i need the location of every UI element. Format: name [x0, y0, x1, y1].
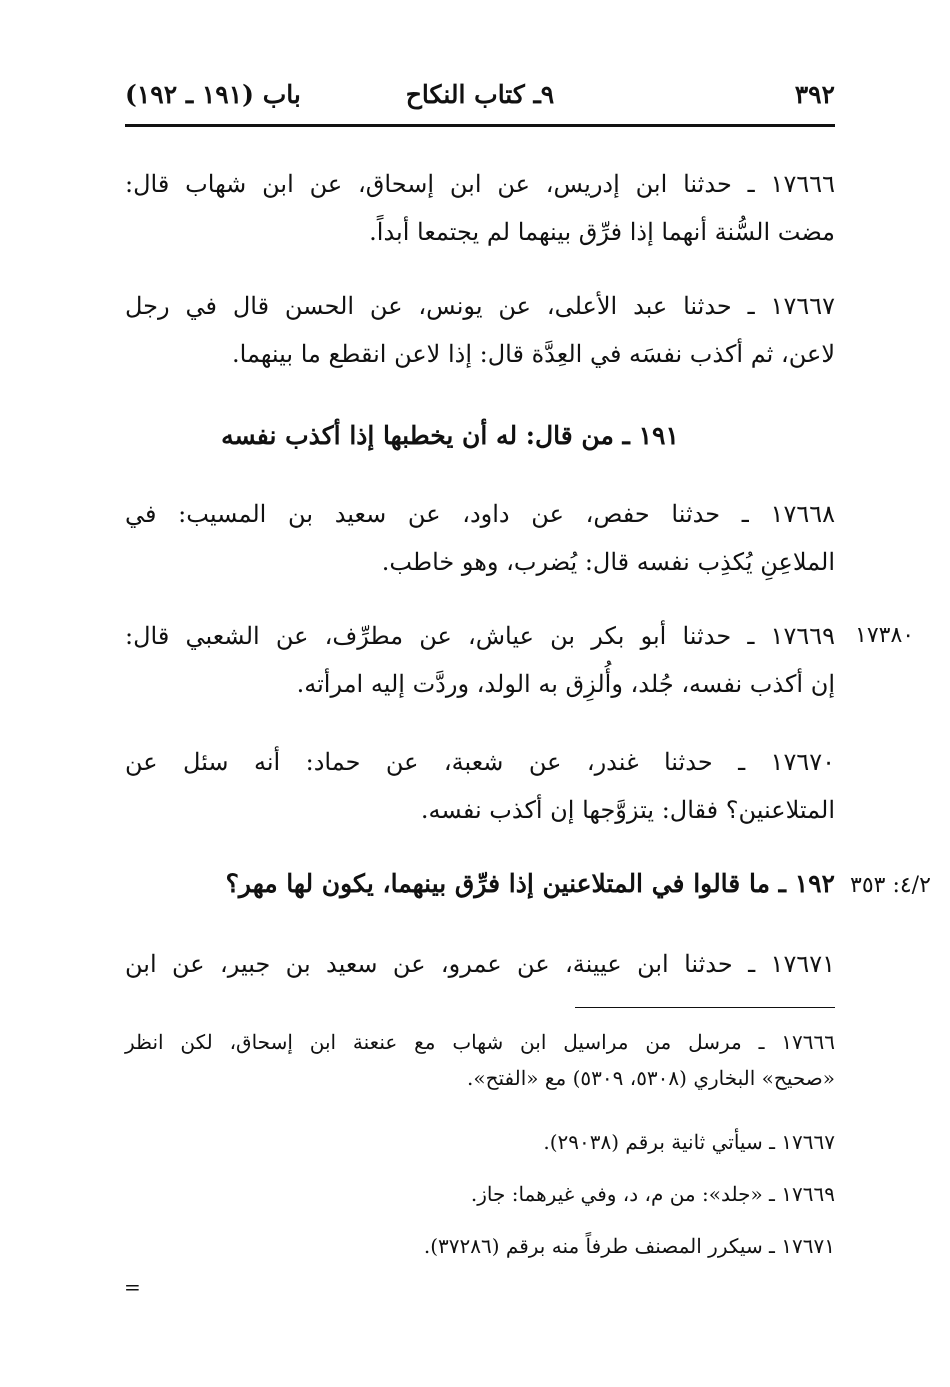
footnote-line: «صحيح» البخاري (٥٣٠٨، ٥٣٠٩) مع «الفتح».: [466, 1066, 835, 1090]
text-line: المتلاعنين؟ فقال: يتزوَّجها إن أكذب نفسه.: [420, 796, 835, 824]
text-line: ١٧٦٧١ ـ حدثنا ابن عيينة، عن عمرو، عن سعيد بن جبير، عن ابن: [125, 950, 835, 978]
chapter-range: باب (١٩١ ـ ١٩٢): [125, 80, 301, 109]
hadith-17668: [125, 490, 835, 586]
footnote-line: ١٧٦٦٩ ـ «جلد»: من م، د، وفي غيرهما: جاز.: [470, 1182, 835, 1206]
hadith-17667: [125, 282, 835, 378]
margin-reference: ١٧٣٨٠: [855, 623, 915, 648]
text-line: ١٧٦٧٠ ـ حدثنا غندر، عن شعبة، عن حماد: أنه سئل عن: [125, 748, 835, 776]
text-line: ١٧٦٦٩ ـ حدثنا أبو بكر بن عياش، عن مطرِّف، عن الشعبي قال:: [125, 622, 835, 650]
chapter-heading-192: ١٩٢ ـ ما قالوا في المتلاعنين إذا فرِّق بينهما، يكون لها مهر؟: [225, 869, 835, 898]
text-line: إن أكذب نفسه، جُلد، وأُلزِق به الولد، وردَّت إليه امرأته.: [296, 670, 835, 698]
footnote-17671: [125, 1228, 835, 1264]
footnote-line: ١٧٦٦٧ ـ سيأتي ثانية برقم (٢٩٠٣٨).: [543, 1130, 835, 1154]
margin-reference: ٤/٢: ٣٥٣: [850, 873, 931, 898]
book-title: ٩ـ كتاب النكاح: [405, 80, 555, 109]
text-line: ١٧٦٦٦ ـ حدثنا ابن إدريس، عن ابن إسحاق، عن ابن شهاب قال:: [125, 170, 835, 198]
text-line: الملاعِنِ يُكذِب نفسه قال: يُضرب، وهو خاطب.: [381, 548, 835, 576]
hadith-17666: [125, 160, 835, 256]
text-line: مضت السُّنة أنهما إذا فرِّق بينهما لم يجتمعا أبداً.: [369, 218, 835, 246]
footnote-17666: [125, 1024, 835, 1096]
hadith-17669: [125, 612, 835, 708]
running-header: [125, 80, 835, 120]
footnote-line: ١٧٦٧١ ـ سيكرر المصنف طرفاً منه برقم (٣٧٢٨٦).: [423, 1234, 835, 1258]
header-rule: [125, 124, 835, 127]
hadith-17671: [125, 940, 835, 988]
continuation-mark: =: [124, 1275, 141, 1299]
page-number: ٣٩٢: [794, 80, 835, 109]
footnote-line: ١٧٦٦٦ ـ مرسل من مراسيل ابن شهاب مع عنعنة ابن إسحاق، لكن انظر: [125, 1030, 835, 1054]
text-line: ١٧٦٦٧ ـ حدثنا عبد الأعلى، عن يونس، عن الحسن قال في رجل: [125, 292, 835, 320]
footnote-17667: [125, 1124, 835, 1160]
footnote-17669: [125, 1176, 835, 1212]
chapter-heading-191: ١٩١ ـ من قال: له أن يخطبها إذا أكذب نفسه: [221, 421, 679, 450]
text-line: ١٧٦٦٨ ـ حدثنا حفص، عن داود، عن سعيد بن المسيب: في: [125, 500, 835, 528]
text-line: لاعن، ثم أكذب نفسَه في العِدَّة قال: إذا لاعن انقطع ما بينهما.: [232, 340, 835, 368]
hadith-17670: [125, 738, 835, 834]
footnote-rule: [575, 1007, 835, 1008]
